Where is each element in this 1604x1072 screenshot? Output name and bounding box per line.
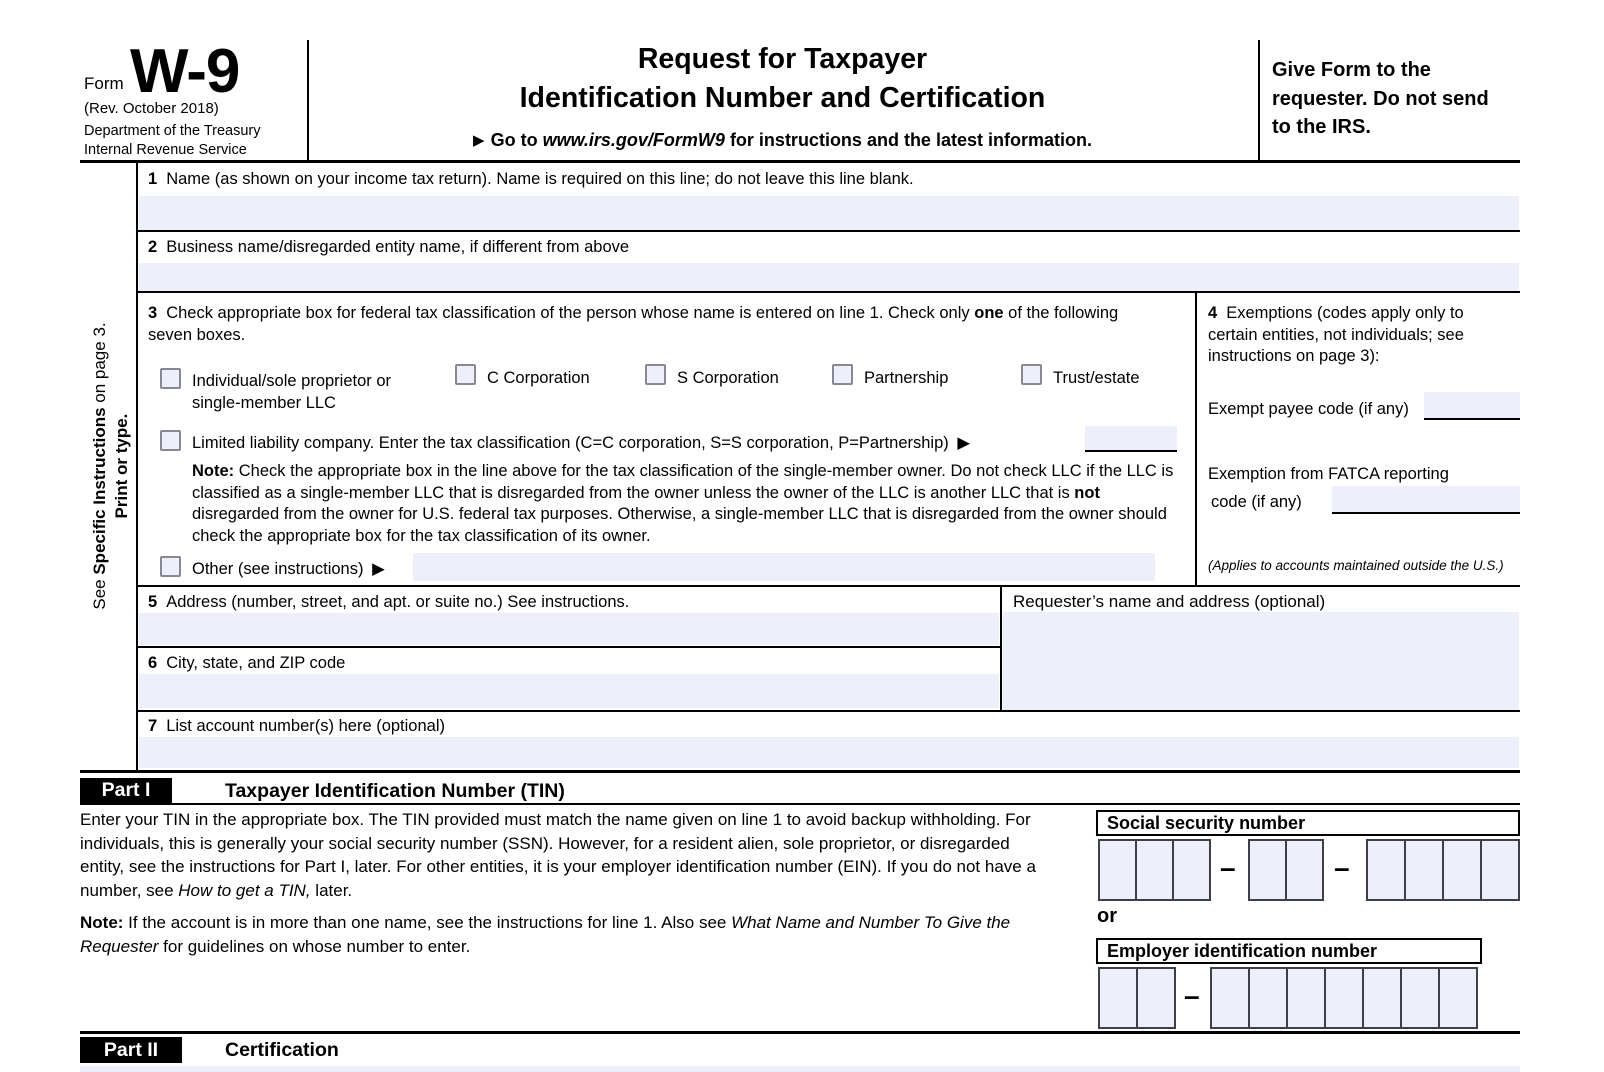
ssn-digit-cell[interactable] xyxy=(1248,839,1287,901)
ssn-digit-cell[interactable] xyxy=(1442,839,1482,901)
ein-digit-cell[interactable] xyxy=(1286,967,1326,1029)
requester-divider xyxy=(1000,585,1002,712)
service-line: Internal Revenue Service xyxy=(84,142,247,158)
classification-label-c-corporation: C Corporation xyxy=(487,369,590,387)
part1-top-border xyxy=(80,770,1520,773)
part1-title: Taxpayer Identification Number (TIN) xyxy=(225,780,565,802)
line7-label: 7 List account number(s) here (optional) xyxy=(148,717,445,735)
address-input[interactable] xyxy=(139,613,999,645)
ssn-group-2 xyxy=(1248,839,1324,901)
classification-checkbox-trust-estate[interactable] xyxy=(1021,364,1042,385)
fatca-code-input[interactable] xyxy=(1332,486,1520,514)
ein-digit-cell[interactable] xyxy=(1400,967,1440,1029)
requester-label: Requester’s name and address (optional) xyxy=(1013,592,1326,611)
line4-label: 4 Exemptions (codes apply only to certain entities, not individuals; see instructions on page 3): xyxy=(1208,304,1464,365)
requester-name-address-input[interactable] xyxy=(1003,612,1519,710)
ssn-digit-cell[interactable] xyxy=(1366,839,1406,901)
ein-group-1 xyxy=(1098,967,1176,1029)
give-form-notice: Give Form to the requester. Do not send to the IRS. xyxy=(1272,59,1489,138)
part2-badge: Part II xyxy=(80,1037,182,1063)
ssn-dash: – xyxy=(1334,852,1350,883)
row-divider xyxy=(137,710,1520,712)
line6-label: 6 City, state, and ZIP code xyxy=(148,654,346,672)
form-title: Request for Taxpayer Identification Number and Certification xyxy=(519,43,1046,114)
line3-label: 3 Check appropriate box for federal tax classification of the person whose name is entered on line 1. Check only one of the following seven boxes. xyxy=(148,304,1119,344)
goto-instructions-line: ▶ Go to www.irs.gov/FormW9 for instructions and the latest information. xyxy=(473,130,1092,150)
row-divider xyxy=(137,646,1002,648)
part1-instructions: Enter your TIN in the appropriate box. The TIN provided must match the name given on line 1 to avoid backup withholding. For individuals, this is generally your social security number (SSN). However, for a resident alien, sole proprietor, or disregarded entity, see the instructions for Part I, later. For other entities, it is your employer identification number (EIN). If you do not have a number, see How to get a TIN, later. Note: If the account is in more than one name, see the instructions for line 1. Also see What Name and Number To Give the Requester for guidelines on whose number to enter. xyxy=(80,810,1036,956)
classification-checkbox-c-corporation[interactable] xyxy=(455,364,476,385)
classification-checkbox-other[interactable] xyxy=(160,556,181,577)
classification-label-partnership: Partnership xyxy=(864,369,949,387)
classification-checkbox-partnership[interactable] xyxy=(832,364,853,385)
ein-digit-cell[interactable] xyxy=(1438,967,1478,1029)
header-bottom-border xyxy=(80,160,1520,163)
right-arrow-icon: ▶ xyxy=(372,560,385,578)
fatca-label-line1: Exemption from FATCA reporting xyxy=(1208,465,1449,483)
ssn-digit-cell[interactable] xyxy=(1404,839,1444,901)
ein-digit-cell[interactable] xyxy=(1324,967,1364,1029)
ein-dash: – xyxy=(1184,980,1200,1011)
header-divider-right xyxy=(1258,40,1260,160)
line5-label: 5 Address (number, street, and apt. or suite no.) See instructions. xyxy=(148,593,630,611)
form-number-title: W-9 xyxy=(130,37,240,106)
ssn-dash: – xyxy=(1220,852,1236,883)
classification-checkbox-llc[interactable] xyxy=(160,430,181,451)
llc-tax-classification-input[interactable] xyxy=(1085,426,1177,452)
form-revision: (Rev. October 2018) xyxy=(84,100,219,117)
business-name-input[interactable] xyxy=(139,263,1519,291)
name-input[interactable] xyxy=(139,196,1519,230)
ein-group-2 xyxy=(1210,967,1478,1029)
row-divider xyxy=(137,230,1520,232)
other-label: Other (see instructions) ▶ xyxy=(192,560,385,578)
exempt-payee-label: Exempt payee code (if any) xyxy=(1208,400,1409,418)
ssn-group-3 xyxy=(1366,839,1520,901)
ein-digit-cell[interactable] xyxy=(1136,967,1176,1029)
line1-label: 1 Name (as shown on your income tax return). Name is required on this line; do not leave this line blank. xyxy=(148,170,914,188)
ssn-group-1 xyxy=(1098,839,1211,901)
classification-label-trust-estate: Trust/estate xyxy=(1053,369,1140,387)
exempt-payee-code-input[interactable] xyxy=(1424,392,1520,420)
form-word-label: Form xyxy=(84,74,124,93)
department-line: Department of the Treasury xyxy=(84,123,261,139)
section4-divider xyxy=(1195,293,1197,585)
ssn-digit-cell[interactable] xyxy=(1098,839,1137,901)
ssn-label-box: Social security number xyxy=(1096,810,1520,836)
ssn-digit-cell[interactable] xyxy=(1285,839,1324,901)
row-divider xyxy=(137,585,1520,587)
ssn-digit-cell[interactable] xyxy=(1172,839,1211,901)
classification-checkbox-s-corporation[interactable] xyxy=(645,364,666,385)
fatca-applies-note: (Applies to accounts maintained outside the U.S.) xyxy=(1208,558,1504,573)
irs-url: www.irs.gov/FormW9 xyxy=(542,130,725,150)
ssn-digit-cell[interactable] xyxy=(1135,839,1174,901)
ein-digit-cell[interactable] xyxy=(1210,967,1250,1029)
classification-label-s-corporation: S Corporation xyxy=(677,369,779,387)
llc-note: Note: Check the appropriate box in the line above for the tax classification of the single-member owner. Do not check LLC if the LLC is classified as a single-member LLC that is disregarded from the owner unless the owner of the LLC is another LLC that is not disregarded from the owner for U.S. federal tax purposes. Otherwise, a single-member LLC that is disregarded from the owner should check the appropriate box for the tax classification of its owner. xyxy=(192,462,1174,545)
certification-field-edge xyxy=(80,1066,1520,1072)
ein-digit-cell[interactable] xyxy=(1098,967,1138,1029)
ssn-digit-cell[interactable] xyxy=(1480,839,1520,901)
sidebar-instructions: See Specific Instructions on page 3. Print or type. xyxy=(90,322,131,610)
city-state-zip-input[interactable] xyxy=(139,674,999,708)
ein-label-box: Employer identification number xyxy=(1096,938,1482,964)
line2-label: 2 Business name/disregarded entity name, if different from above xyxy=(148,238,630,256)
classification-label-individual: Individual/sole proprietor or single-member LLC xyxy=(192,372,392,412)
llc-label: Limited liability company. Enter the tax classification (C=C corporation, S=S corporation, P=Partnership) ▶ xyxy=(192,434,971,452)
part2-title: Certification xyxy=(225,1039,339,1061)
part1-badge: Part I xyxy=(80,778,172,803)
part1-title-underline xyxy=(80,803,1520,805)
right-arrow-icon: ▶ xyxy=(957,434,971,452)
part2-top-border xyxy=(80,1031,1520,1034)
ein-digit-cell[interactable] xyxy=(1248,967,1288,1029)
fatca-label-line2: code (if any) xyxy=(1211,493,1302,511)
ein-digit-cell[interactable] xyxy=(1362,967,1402,1029)
other-classification-input[interactable] xyxy=(413,553,1155,581)
sidebar-divider xyxy=(136,160,138,770)
account-numbers-input[interactable] xyxy=(139,737,1519,768)
or-label: or xyxy=(1097,905,1117,927)
classification-checkbox-individual[interactable] xyxy=(160,368,181,389)
right-arrow-icon: ▶ xyxy=(473,132,485,149)
row-divider xyxy=(137,291,1520,293)
